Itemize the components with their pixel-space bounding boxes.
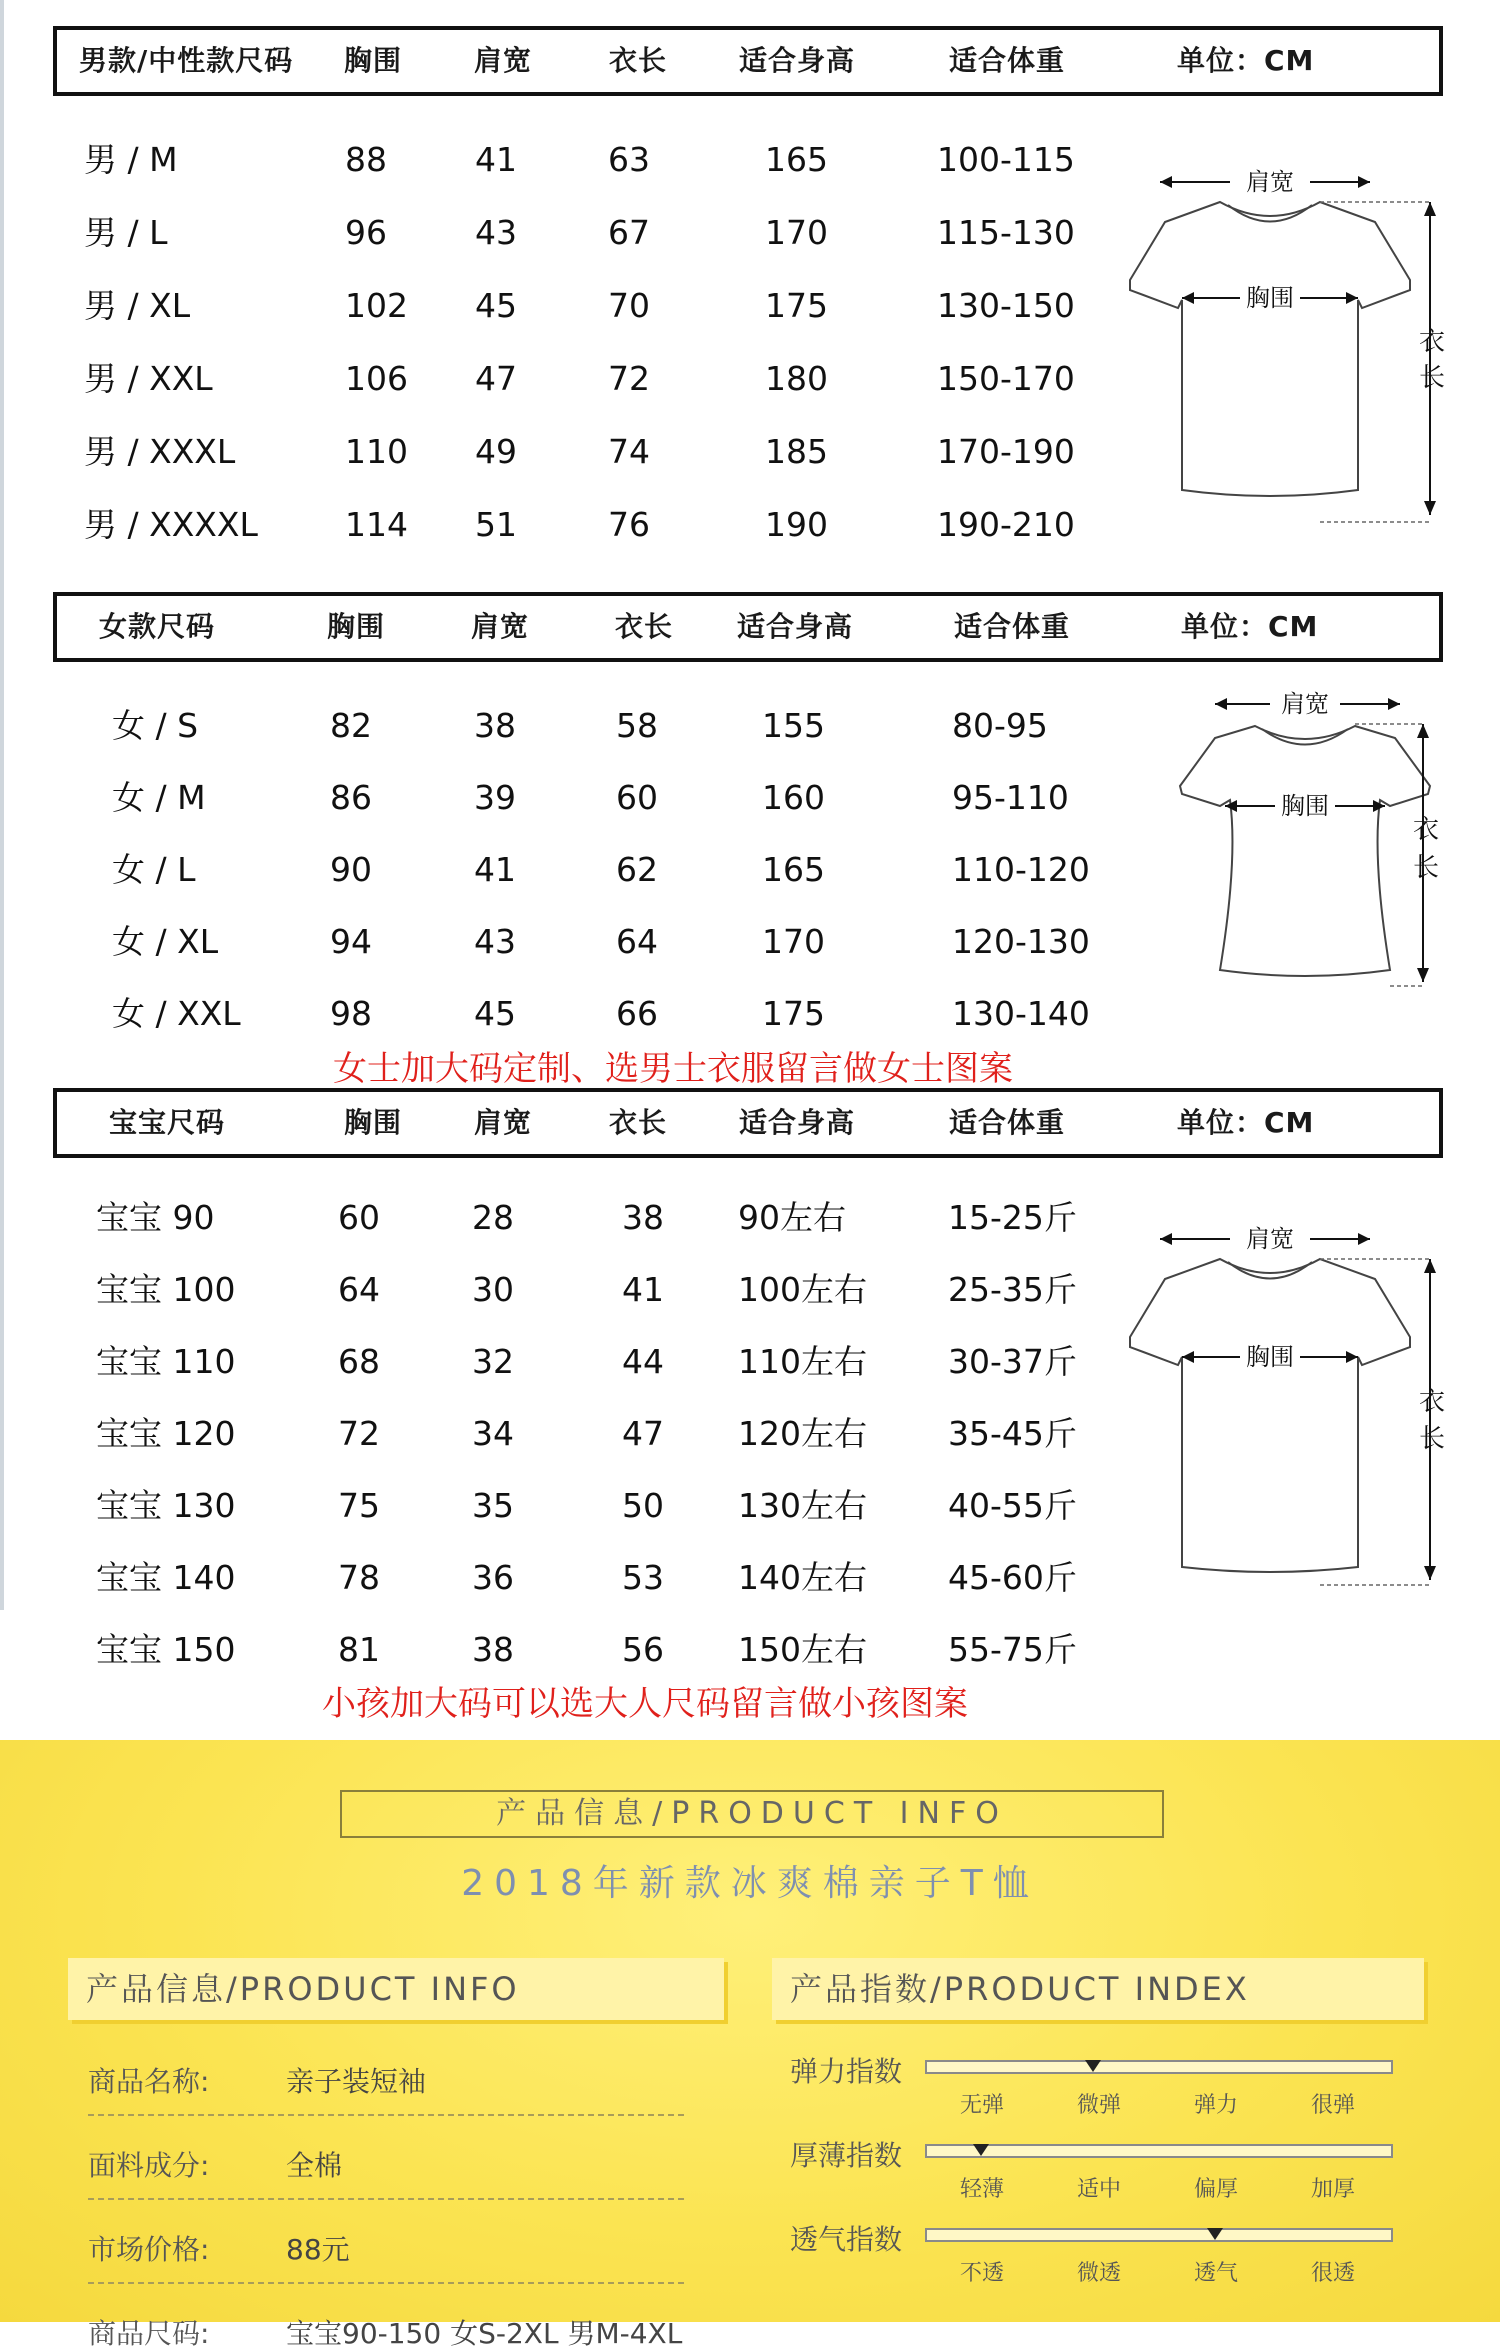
index-tick: 无弹 [960,2093,1005,2118]
index-label: 透气指数 [790,2223,903,2256]
product-index-title: 产品指数/PRODUCT INDEX [772,1958,1424,2020]
height-cell: 170 [765,213,828,252]
diagram-shoulder-label: 肩宽 [1281,690,1329,718]
length-cell: 41 [622,1270,664,1309]
header-chest: 胸围 [327,610,386,643]
height-cell: 110左右 [738,1342,867,1381]
kids-shirt-diagram [1120,1215,1460,1595]
kids-table-header [53,1088,1443,1158]
index-marker [1085,2060,1101,2072]
weight-cell: 150-170 [937,359,1075,398]
index-tick: 弹力 [1194,2093,1239,2118]
header-chest: 胸围 [344,44,403,77]
chest-cell: 98 [330,994,372,1033]
index-tick: 偏厚 [1194,2177,1239,2202]
index-label: 弹力指数 [790,2055,903,2088]
shoulder-cell: 35 [472,1486,514,1525]
product-subtitle: 2018年新款冰爽棉亲子T恤 [461,1863,1039,1904]
header-size: 男款/中性款尺码 [79,44,294,77]
header-length: 衣长 [609,1106,668,1139]
chest-cell: 102 [345,286,408,325]
length-cell: 74 [608,432,650,471]
height-cell: 190 [765,505,828,544]
size-cell: 女 / M [112,778,206,817]
shoulder-cell: 47 [475,359,517,398]
size-cell: 女 / XL [112,922,219,961]
women-shirt-diagram [1160,690,1470,1000]
header-unit: 单位：CM [1177,44,1315,77]
index-tick: 适中 [1077,2177,1122,2202]
weight-cell: 30-37斤 [948,1342,1077,1381]
info-value: 88元 [286,2233,350,2266]
height-cell: 150左右 [738,1630,867,1669]
height-cell: 100左右 [738,1270,867,1309]
info-divider [88,2114,684,2116]
index-marker [973,2144,989,2156]
weight-cell: 130-140 [952,994,1090,1033]
length-cell: 70 [608,286,650,325]
chest-cell: 88 [345,140,387,179]
info-label: 商品尺码: [88,2317,210,2350]
product-info-banner: 产品信息/PRODUCT INFO [340,1790,1164,1838]
header-weight: 适合体重 [954,610,1071,643]
chest-cell: 81 [338,1630,380,1669]
length-cell: 53 [622,1558,664,1597]
men-table-header [53,26,1443,96]
diagram-shoulder-label: 肩宽 [1246,1225,1294,1253]
chest-cell: 110 [345,432,408,471]
weight-cell: 120-130 [952,922,1090,961]
weight-cell: 95-110 [952,778,1069,817]
weight-cell: 115-130 [937,213,1075,252]
size-cell: 女 / S [112,706,199,745]
diagram-length-label-2: 长 [1412,853,1440,883]
height-cell: 175 [765,286,828,325]
shoulder-cell: 39 [474,778,516,817]
weight-cell: 35-45斤 [948,1414,1077,1453]
left-divider [0,0,4,1610]
length-cell: 64 [616,922,658,961]
index-label: 厚薄指数 [790,2139,903,2172]
header-chest: 胸围 [344,1106,403,1139]
shoulder-cell: 45 [475,286,517,325]
index-tick: 不透 [960,2261,1005,2286]
weight-cell: 45-60斤 [948,1558,1077,1597]
height-cell: 165 [765,140,828,179]
diagram-length-label-1: 衣 [1418,1387,1446,1417]
header-unit: 单位：CM [1181,610,1319,643]
length-cell: 44 [622,1342,664,1381]
size-cell: 男 / XXL [84,359,213,398]
shoulder-cell: 41 [475,140,517,179]
header-size: 宝宝尺码 [109,1106,226,1139]
chest-cell: 78 [338,1558,380,1597]
height-cell: 175 [762,994,825,1033]
size-cell: 宝宝 120 [96,1414,236,1453]
chest-cell: 90 [330,850,372,889]
size-cell: 男 / XL [84,286,191,325]
diagram-chest-label: 胸围 [1246,284,1294,312]
size-cell: 男 / L [84,213,168,252]
header-weight: 适合体重 [949,1106,1066,1139]
size-cell: 男 / XXXXL [84,505,258,544]
header-shoulder: 肩宽 [474,1106,533,1139]
weight-cell: 100-115 [937,140,1075,179]
women-table-header [53,592,1443,662]
size-cell: 女 / XXL [112,994,241,1033]
diagram-length-label-1: 衣 [1412,815,1440,845]
shoulder-cell: 36 [472,1558,514,1597]
diagram-length-label-2: 长 [1418,1424,1446,1454]
size-cell: 男 / M [84,140,178,179]
shoulder-cell: 30 [472,1270,514,1309]
size-cell: 宝宝 100 [96,1270,236,1309]
index-tick: 很透 [1311,2261,1356,2286]
size-cell: 宝宝 140 [96,1558,236,1597]
info-divider [88,2198,684,2200]
height-cell: 155 [762,706,825,745]
chest-cell: 114 [345,505,408,544]
weight-cell: 15-25斤 [948,1198,1077,1237]
weight-cell: 190-210 [937,505,1075,544]
length-cell: 63 [608,140,650,179]
chest-cell: 82 [330,706,372,745]
weight-cell: 110-120 [952,850,1090,889]
size-cell: 男 / XXXL [84,432,236,471]
info-label: 商品名称: [88,2065,210,2098]
length-cell: 62 [616,850,658,889]
shoulder-cell: 28 [472,1198,514,1237]
length-cell: 38 [622,1198,664,1237]
header-weight: 适合体重 [949,44,1066,77]
chest-cell: 75 [338,1486,380,1525]
shoulder-cell: 49 [475,432,517,471]
weight-cell: 130-150 [937,286,1075,325]
weight-cell: 40-55斤 [948,1486,1077,1525]
height-cell: 130左右 [738,1486,867,1525]
diagram-chest-label: 胸围 [1281,792,1329,820]
header-length: 衣长 [609,44,668,77]
size-cell: 女 / L [112,850,196,889]
index-tick: 微透 [1077,2261,1122,2286]
info-label: 面料成分: [88,2149,210,2182]
men-shirt-diagram [1120,160,1460,530]
size-cell: 宝宝 130 [96,1486,236,1525]
weight-cell: 80-95 [952,706,1048,745]
height-cell: 120左右 [738,1414,867,1453]
length-cell: 58 [616,706,658,745]
shoulder-cell: 45 [474,994,516,1033]
info-value: 全棉 [286,2149,343,2182]
chest-cell: 96 [345,213,387,252]
product-info-section [0,1740,1500,2350]
length-cell: 67 [608,213,650,252]
chest-cell: 94 [330,922,372,961]
info-label: 市场价格: [88,2233,210,2266]
chest-cell: 106 [345,359,408,398]
index-tick: 透气 [1194,2261,1239,2286]
header-shoulder: 肩宽 [474,44,533,77]
header-size: 女款尺码 [99,610,216,643]
index-tick: 轻薄 [960,2177,1005,2202]
diagram-shoulder-label: 肩宽 [1246,168,1294,196]
chest-cell: 72 [338,1414,380,1453]
index-bar [925,2060,1393,2074]
diagram-length-label-1: 衣 [1418,327,1446,357]
length-cell: 56 [622,1630,664,1669]
index-bar [925,2228,1393,2242]
info-value: 宝宝90-150 女S-2XL 男M-4XL [286,2317,683,2350]
shoulder-cell: 38 [474,706,516,745]
shoulder-cell: 51 [475,505,517,544]
height-cell: 185 [765,432,828,471]
shoulder-cell: 43 [474,922,516,961]
length-cell: 76 [608,505,650,544]
size-cell: 宝宝 90 [96,1198,215,1237]
length-cell: 50 [622,1486,664,1525]
shoulder-cell: 43 [475,213,517,252]
header-length: 衣长 [615,610,674,643]
size-cell: 宝宝 150 [96,1630,236,1669]
chest-cell: 60 [338,1198,380,1237]
chest-cell: 68 [338,1342,380,1381]
length-cell: 60 [616,778,658,817]
index-marker [1207,2228,1223,2240]
chest-cell: 64 [338,1270,380,1309]
weight-cell: 25-35斤 [948,1270,1077,1309]
weight-cell: 170-190 [937,432,1075,471]
height-cell: 160 [762,778,825,817]
height-cell: 170 [762,922,825,961]
header-height: 适合身高 [739,1106,856,1139]
chest-cell: 86 [330,778,372,817]
shoulder-cell: 34 [472,1414,514,1453]
index-tick: 很弹 [1311,2093,1356,2118]
header-height: 适合身高 [739,44,856,77]
length-cell: 66 [616,994,658,1033]
info-divider [88,2282,684,2284]
length-cell: 72 [608,359,650,398]
index-tick: 微弹 [1077,2093,1122,2118]
length-cell: 47 [622,1414,664,1453]
shoulder-cell: 41 [474,850,516,889]
info-value: 亲子装短袖 [286,2065,427,2098]
size-cell: 宝宝 110 [96,1342,236,1381]
header-shoulder: 肩宽 [471,610,530,643]
header-height: 适合身高 [737,610,854,643]
index-bar [925,2144,1393,2158]
diagram-chest-label: 胸围 [1246,1343,1294,1371]
women-note: 女士加大码定制、选男士衣服留言做女士图案 [333,1049,1013,1089]
height-cell: 180 [765,359,828,398]
kids-note: 小孩加大码可以选大人尺码留言做小孩图案 [322,1684,968,1724]
shoulder-cell: 32 [472,1342,514,1381]
shoulder-cell: 38 [472,1630,514,1669]
header-unit: 单位：CM [1177,1106,1315,1139]
height-cell: 90左右 [738,1198,846,1237]
diagram-length-label-2: 长 [1418,363,1446,393]
height-cell: 165 [762,850,825,889]
height-cell: 140左右 [738,1558,867,1597]
product-info-title: 产品信息/PRODUCT INFO [68,1958,724,2020]
index-tick: 加厚 [1311,2177,1356,2202]
weight-cell: 55-75斤 [948,1630,1077,1669]
